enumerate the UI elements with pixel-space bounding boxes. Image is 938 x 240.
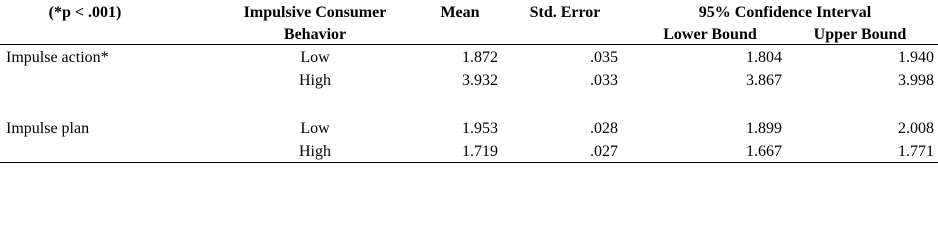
- header-behavior-line1: Impulsive Consumer: [243, 4, 387, 21]
- header-std-error: Std. Error: [529, 4, 601, 21]
- row-level: Low: [300, 49, 330, 66]
- header-confidence-interval: 95% Confidence Interval: [698, 4, 872, 21]
- row-upper-bound: 1.771: [898, 143, 934, 160]
- row-mean: 1.953: [462, 120, 498, 137]
- header-mean: Mean: [440, 4, 480, 21]
- row-mean: 1.872: [462, 49, 498, 66]
- row-mean: 3.932: [462, 72, 498, 89]
- row-std-error: .028: [590, 120, 618, 137]
- row-measure: Impulse action*: [6, 49, 109, 66]
- row-std-error: .033: [590, 72, 618, 89]
- row-upper-bound: 1.940: [898, 49, 934, 66]
- row-mean: 1.719: [462, 143, 498, 160]
- row-level: High: [299, 72, 331, 89]
- row-lower-bound: 3.867: [746, 72, 782, 89]
- significance-note: (*p < .001): [48, 4, 122, 21]
- row-level: Low: [300, 120, 330, 137]
- bottom-rule: [0, 162, 938, 163]
- row-lower-bound: 1.804: [746, 49, 782, 66]
- header-behavior-line2: Behavior: [283, 26, 347, 43]
- header-lower-bound: Lower Bound: [663, 26, 757, 43]
- row-std-error: .035: [590, 49, 618, 66]
- row-lower-bound: 1.667: [746, 143, 782, 160]
- row-std-error: .027: [590, 143, 618, 160]
- row-level: High: [299, 143, 331, 160]
- header-rule: [0, 44, 938, 45]
- row-lower-bound: 1.899: [746, 120, 782, 137]
- row-upper-bound: 3.998: [898, 72, 934, 89]
- row-upper-bound: 2.008: [898, 120, 934, 137]
- row-measure: Impulse plan: [6, 120, 90, 137]
- header-upper-bound: Upper Bound: [813, 26, 907, 43]
